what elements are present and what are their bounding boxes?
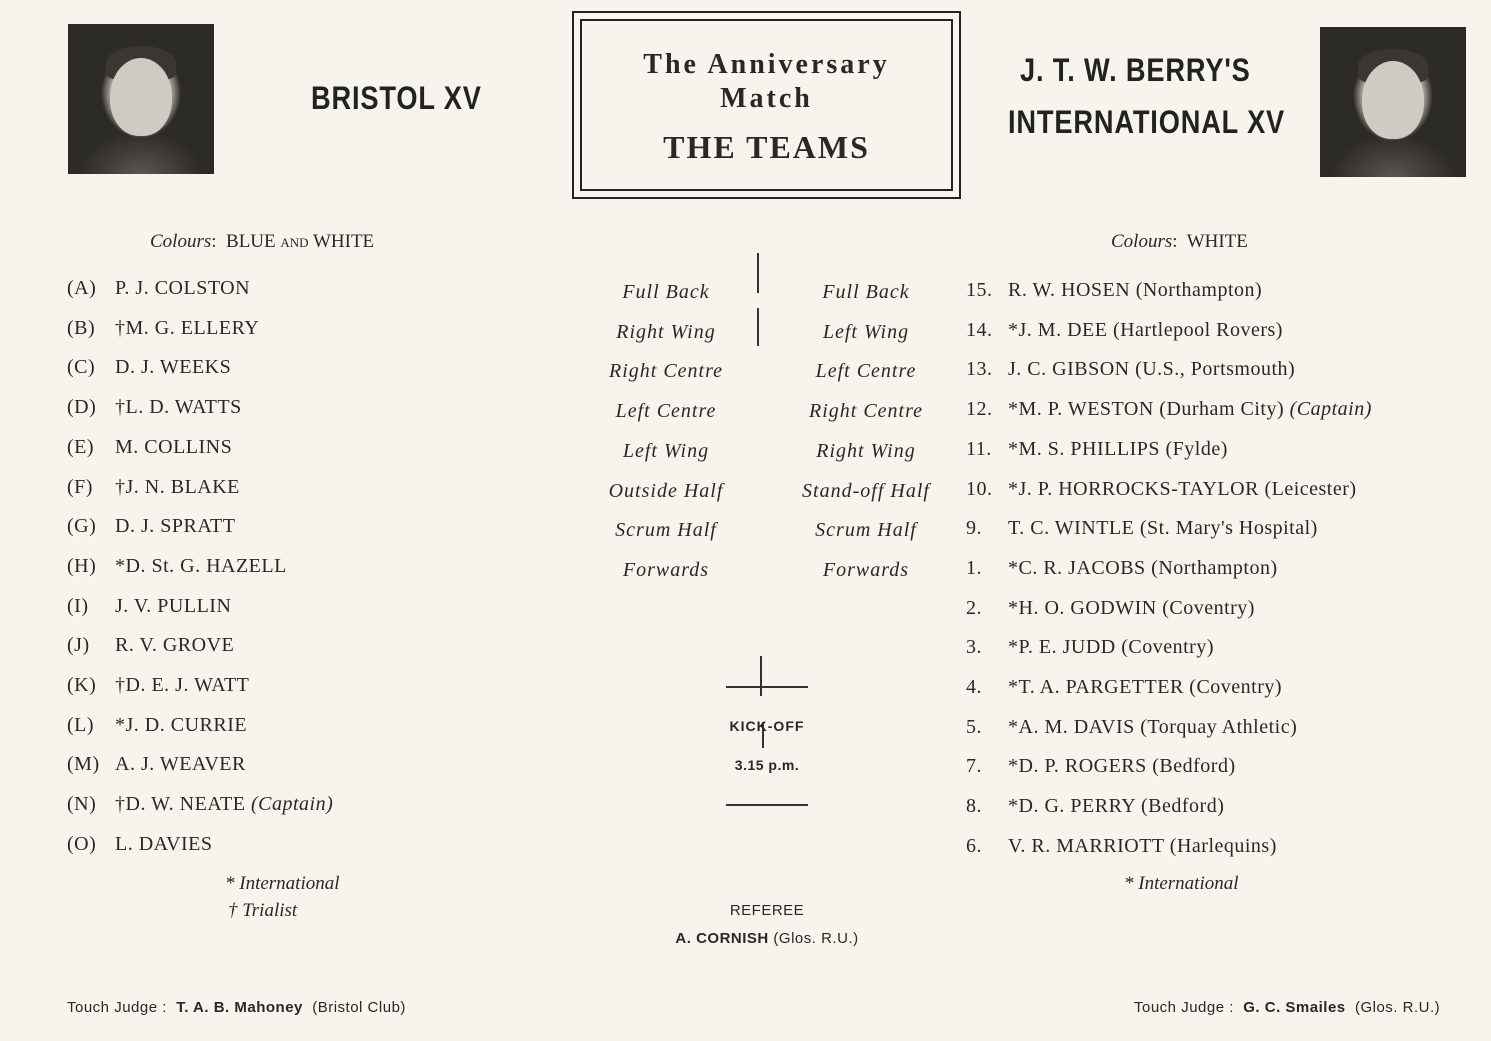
- left-player-row: [67, 476, 240, 499]
- right-player-name: *J. P. HORROCKS-TAYLOR: [1008, 478, 1259, 500]
- right-position: Left Wing: [822, 321, 910, 343]
- right-player-name: R. W. HOSEN: [1008, 279, 1131, 301]
- right-player-club: (Coventry): [1121, 636, 1215, 658]
- berry-team-photo: [1320, 27, 1466, 177]
- right-player-number: 14.: [966, 319, 993, 341]
- right-player-club: (Durham City): [1159, 398, 1285, 420]
- right-player-row: [966, 597, 1255, 620]
- right-player-name: *D. P. ROGERS: [1008, 755, 1147, 777]
- right-team-title-line2: INTERNATIONAL XV: [1008, 104, 1286, 140]
- left-player-name: D. J. WEEKS: [115, 356, 232, 378]
- right-player-row: [966, 795, 1224, 818]
- left-player-row: [67, 317, 259, 340]
- right-touch-judge: [1134, 999, 1440, 1016]
- left-player-letter: (C): [67, 356, 96, 378]
- fold-mark-middle: [757, 308, 759, 346]
- right-player-name: *H. O. GODWIN: [1008, 597, 1157, 619]
- right-player-club: (Coventry): [1162, 597, 1255, 619]
- left-player-name: M. COLLINS: [115, 436, 233, 458]
- right-touch-name: G. C. Smailes: [1243, 999, 1346, 1016]
- left-player-letter: (J): [67, 634, 90, 656]
- right-player-row: [966, 358, 1295, 381]
- left-player-letter: (D): [67, 396, 97, 418]
- right-position: Right Centre: [808, 400, 924, 422]
- left-position: Right Centre: [608, 360, 724, 382]
- referee-union: (Glos. R.U.): [773, 930, 859, 947]
- right-player-row: [966, 676, 1282, 699]
- left-position: Right Wing: [616, 321, 716, 343]
- left-player-letter: (L): [67, 714, 95, 736]
- right-player-name: *M. P. WESTON: [1008, 398, 1154, 420]
- left-player-name: †D. E. J. WATT: [115, 674, 250, 696]
- box-title-line3: THE TEAMS: [663, 129, 870, 165]
- left-player-row: [67, 436, 232, 459]
- right-player-number: 5.: [966, 716, 982, 738]
- referee-name: A. CORNISH: [675, 930, 769, 947]
- left-touch-name: T. A. B. Mahoney: [176, 999, 303, 1016]
- box-title-line2: Match: [720, 83, 813, 114]
- right-colours-label: Colours: [1111, 231, 1173, 252]
- right-player-club: (St. Mary's Hospital): [1139, 517, 1318, 539]
- right-player-row: [966, 755, 1236, 778]
- left-player-letter: (N): [67, 793, 97, 815]
- right-player-name: J. C. GIBSON: [1008, 358, 1130, 380]
- left-player-name: †M. G. ELLERY: [115, 317, 260, 339]
- right-player-name: *D. G. PERRY: [1008, 795, 1136, 817]
- right-player-row: [966, 279, 1262, 302]
- right-player-name: *C. R. JACOBS: [1008, 557, 1146, 579]
- right-player-number: 7.: [966, 755, 982, 777]
- left-player-name: L. DAVIES: [115, 833, 213, 855]
- fold-mark-top: [757, 253, 759, 293]
- right-team-title-line1: J. T. W. BERRY'S: [1020, 52, 1251, 88]
- left-player-name: *J. D. CURRIE: [115, 714, 248, 736]
- right-colours-value: WHITE: [1186, 231, 1248, 252]
- left-position: Forwards: [622, 559, 710, 581]
- left-colours: Colours: BLUE and WHITE: [150, 231, 375, 252]
- right-position: Full Back: [822, 281, 910, 303]
- left-player-row: [67, 674, 249, 697]
- right-player-row: [966, 557, 1278, 580]
- right-player-number: 9.: [966, 517, 982, 539]
- right-player-name: *A. M. DAVIS: [1008, 716, 1135, 738]
- left-player-row: [67, 634, 234, 657]
- left-player-letter: (H): [67, 555, 97, 577]
- right-player-club: (Northampton): [1135, 279, 1263, 301]
- right-player-club: (Harlequins): [1169, 835, 1277, 857]
- right-player-number: 12.: [966, 398, 993, 420]
- right-position: Scrum Half: [815, 519, 917, 541]
- left-player-letter: (O): [67, 833, 97, 855]
- left-player-letter: (B): [67, 317, 96, 339]
- left-player-row: [67, 396, 242, 419]
- left-player-row: [67, 555, 287, 578]
- left-player-row: [67, 515, 235, 538]
- right-player-number: 6.: [966, 835, 982, 857]
- right-player-number: 10.: [966, 478, 993, 500]
- right-player-club: (Leicester): [1264, 478, 1357, 500]
- bristol-captain-photo: [68, 24, 214, 174]
- left-touch-judge: [67, 999, 406, 1016]
- right-player-club: (Bedford): [1141, 795, 1225, 817]
- referee-label: REFEREE: [729, 902, 805, 919]
- right-player-number: 13.: [966, 358, 993, 380]
- right-player-number: 8.: [966, 795, 982, 817]
- left-touch-club: (Bristol Club): [312, 999, 406, 1016]
- left-player-letter: (F): [67, 476, 93, 498]
- left-player-letter: (G): [67, 515, 97, 537]
- right-player-name: *M. S. PHILLIPS: [1008, 438, 1160, 460]
- left-player-name: *D. St. G. HAZELL: [115, 555, 287, 577]
- right-player-name: *J. M. DEE: [1008, 319, 1108, 341]
- left-player-row: [67, 356, 231, 379]
- left-player-name: D. J. SPRATT: [115, 515, 236, 537]
- right-player-club: (U.S., Portsmouth): [1135, 358, 1296, 380]
- left-position: Outside Half: [608, 480, 724, 502]
- right-player-club: (Hartlepool Rovers): [1112, 319, 1283, 341]
- right-player-row: [966, 478, 1357, 501]
- left-position: Scrum Half: [615, 519, 717, 541]
- right-player-club: (Fylde): [1165, 438, 1228, 460]
- right-player-name: *P. E. JUDD: [1008, 636, 1116, 658]
- left-player-name: J. V. PULLIN: [115, 595, 232, 617]
- left-colours-value: BLUE and WHITE: [226, 231, 375, 252]
- right-touch-label: Touch Judge :: [1134, 999, 1234, 1016]
- right-player-club: (Torquay Athletic): [1140, 716, 1298, 738]
- right-player-name: T. C. WINTLE: [1008, 517, 1135, 539]
- left-player-name: †J. N. BLAKE: [115, 476, 240, 498]
- kickoff-time: 3.15 p.m.: [734, 757, 800, 773]
- left-position: Left Centre: [615, 400, 717, 422]
- left-player-row: [67, 714, 247, 737]
- right-player-row: [966, 636, 1214, 659]
- right-player-name: V. R. MARRIOTT: [1008, 835, 1165, 857]
- right-position: Left Centre: [815, 360, 917, 382]
- right-position: Forwards: [822, 559, 910, 581]
- left-player-row: [67, 753, 246, 776]
- left-player-row: [67, 833, 212, 856]
- left-player-name: A. J. WEAVER: [115, 753, 246, 775]
- box-title-line1: The Anniversary: [643, 49, 890, 80]
- left-touch-label: Touch Judge :: [67, 999, 167, 1016]
- left-colours-label: Colours: [150, 231, 212, 252]
- right-colours: Colours: WHITE: [1111, 231, 1248, 252]
- right-player-club: (Northampton): [1151, 557, 1278, 579]
- left-player-name: †L. D. WATTS: [115, 396, 242, 418]
- kickoff-rule-top: [726, 686, 808, 688]
- left-player-letter: (E): [67, 436, 95, 458]
- left-player-letter: (K): [67, 674, 97, 696]
- right-player-row: [966, 716, 1297, 739]
- right-player-club: (Coventry): [1189, 676, 1283, 698]
- left-player-row: [67, 277, 250, 300]
- right-player-number: 2.: [966, 597, 982, 619]
- left-player-note: (Captain): [250, 793, 334, 815]
- left-position: Left Wing: [622, 440, 710, 462]
- right-player-note: (Captain): [1289, 398, 1372, 420]
- left-position: Full Back: [622, 281, 710, 303]
- right-key-international: * International: [1124, 873, 1239, 894]
- left-player-name: R. V. GROVE: [115, 634, 235, 656]
- left-player-name: P. J. COLSTON: [115, 277, 251, 299]
- right-position: Right Wing: [816, 440, 916, 462]
- left-player-row: [67, 793, 333, 816]
- left-player-letter: (M): [67, 753, 100, 775]
- kickoff-rule-bottom: [726, 804, 808, 806]
- left-player-letter: (I): [67, 595, 89, 617]
- right-player-number: 3.: [966, 636, 982, 658]
- fold-mark-kickoff: [760, 656, 762, 696]
- match-title-box: [572, 11, 961, 199]
- right-player-row: [966, 398, 1372, 421]
- right-player-club: (Bedford): [1152, 755, 1236, 777]
- right-player-number: 15.: [966, 279, 993, 301]
- right-player-row: [966, 438, 1228, 461]
- right-player-number: 11.: [966, 438, 992, 460]
- left-player-name: †D. W. NEATE: [115, 793, 246, 815]
- right-player-number: 1.: [966, 557, 982, 579]
- left-key-trialist: † Trialist: [228, 900, 298, 921]
- right-player-row: [966, 319, 1283, 342]
- left-player-row: [67, 595, 231, 618]
- right-position: Stand-off Half: [802, 480, 930, 502]
- right-player-row: [966, 835, 1277, 858]
- right-player-row: [966, 517, 1318, 540]
- left-team-title: BRISTOL XV: [311, 80, 482, 116]
- right-player-name: *T. A. PARGETTER: [1008, 676, 1184, 698]
- right-player-number: 4.: [966, 676, 982, 698]
- kickoff-label: KICK-OFF: [729, 718, 805, 734]
- left-player-letter: (A): [67, 277, 97, 299]
- left-key-international: * International: [225, 873, 340, 894]
- referee-line: [604, 930, 930, 947]
- right-touch-club: (Glos. R.U.): [1354, 999, 1441, 1016]
